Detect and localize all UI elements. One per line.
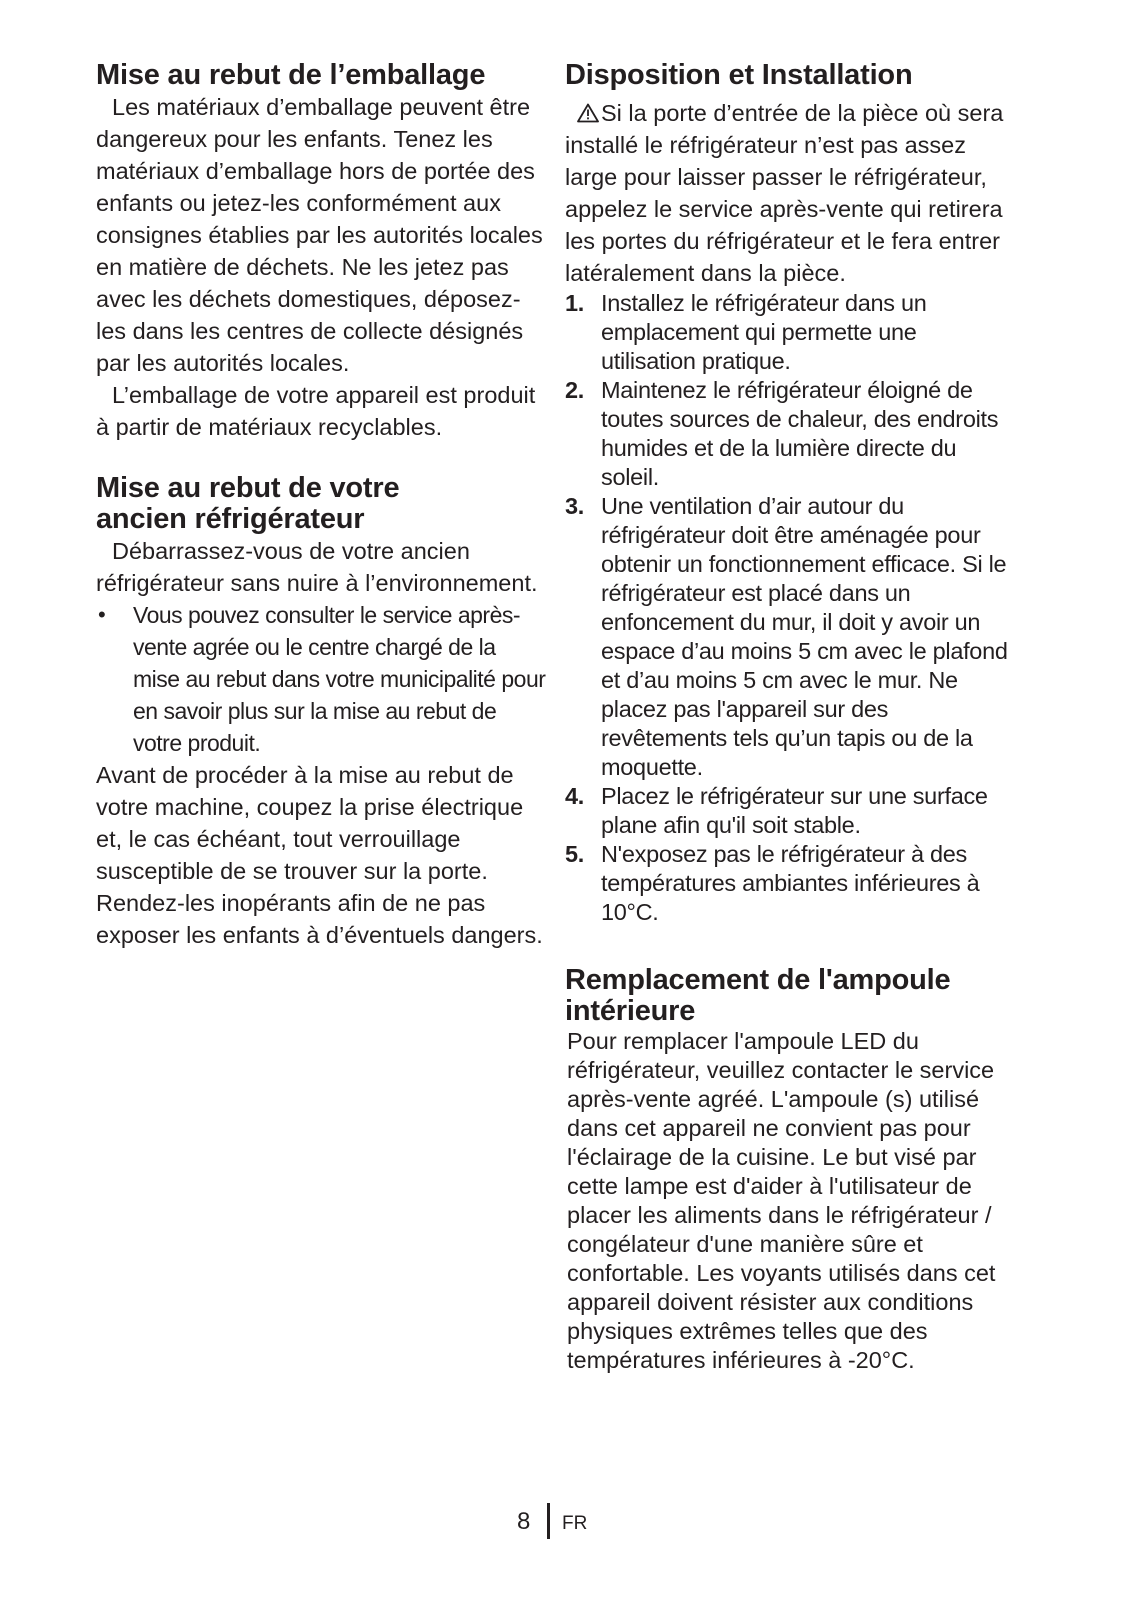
old-fridge-heading-line2: ancien réfrigérateur <box>96 503 365 535</box>
old-fridge-bullet-list <box>96 599 546 759</box>
footer-divider <box>547 1503 550 1539</box>
step-number: 2. <box>565 377 584 403</box>
step-number: 3. <box>565 493 584 519</box>
warning-triangle-icon <box>577 103 599 123</box>
list-item <box>96 599 546 759</box>
step-text: Installez le réfrigérateur dans un emplacement qui permette une utilisation pratique. <box>601 290 927 374</box>
installation-steps-list <box>565 289 1015 927</box>
list-item <box>565 289 1015 376</box>
bullet-icon: • <box>98 602 106 627</box>
step-number: 5. <box>565 841 584 867</box>
right-column <box>565 60 1015 1375</box>
old-fridge-safety-paragraph: Avant de procéder à la mise au rebut de votre machine, coupez la prise électrique et, le cas échéant, tout verrouillage susceptible de se trouver sur la porte. Rendez-les inopérants afin de ne pas exposer les enfants à d’éventuels dangers. <box>96 762 543 948</box>
installation-warning-paragraph <box>565 97 1015 289</box>
step-text: Placez le réfrigérateur sur une surface plane afin qu'il soit stable. <box>601 783 988 838</box>
old-fridge-disposal-section <box>96 473 546 951</box>
list-item <box>565 840 1015 927</box>
old-fridge-heading-line1: Mise au rebut de votre <box>96 472 400 504</box>
bulb-replacement-heading <box>565 965 1015 1027</box>
step-text: Maintenez le réfrigérateur éloigné de toutes sources de chaleur, des endroits humides et de la lumière directe du soleil. <box>601 377 999 490</box>
installation-warning-text: Si la porte d’entrée de la pièce où sera installé le réfrigérateur n’est pas assez large pour laisser passer le réfrigérateur, appelez le service après-vente qui retirera les portes du réfrigérateur et le fera entrer latéralement dans la pièce. <box>565 100 1004 286</box>
bulb-heading-line2: intérieure <box>565 995 696 1027</box>
page-footer <box>0 1503 1128 1543</box>
bulb-replacement-paragraph: Pour remplacer l'ampoule LED du réfrigérateur, veuillez contacter le service après-vente agréé. L'ampoule (s) utilisé dans cet appareil ne convient pas pour l'éclairage de la cuisine. Le but visé par cette lampe est d'aider à l'utilisateur de placer les aliments dans le réfrigérateur / congélateur d'une manière sûre et confortable. Les voyants utilisés dans cet appareil doivent résister aux conditions physiques extrêmes telles que des températures inférieures à -20°C. <box>567 1028 996 1373</box>
bulb-heading-line1: Remplacement de l'ampoule <box>565 964 951 996</box>
list-item <box>565 376 1015 492</box>
list-item <box>565 782 1015 840</box>
step-number: 1. <box>565 290 584 316</box>
packaging-disposal-heading: Mise au rebut de l’emballage <box>96 59 486 91</box>
packaging-recyclable-paragraph: L’emballage de votre appareil est produit à partir de matériaux recyclables. <box>96 382 536 440</box>
language-code: FR <box>562 1513 588 1534</box>
old-fridge-intro-paragraph: Débarrassez-vous de votre ancien réfrigérateur sans nuire à l’environnement. <box>96 538 538 596</box>
packaging-disposal-section <box>96 60 546 443</box>
step-number: 4. <box>565 783 584 809</box>
list-item <box>565 492 1015 782</box>
bulb-replacement-section <box>565 965 1015 1375</box>
list-item-text: Vous pouvez consulter le service après-vente agrée ou le centre chargé de la mise au rebut dans votre municipalité pour en savoir plus sur la mise au rebut de votre produit. <box>133 602 546 756</box>
packaging-disposal-paragraph: Les matériaux d’emballage peuvent être dangereux pour les enfants. Tenez les matériaux d’emballage hors de portée des enfants ou jetez-les conformément aux consignes établies par les autorités locales en matière de déchets. Ne les jetez pas avec les déchets domestiques, déposez-les dans les centres de collecte désignés par les autorités locales. <box>96 94 543 376</box>
installation-heading: Disposition et Installation <box>565 59 913 91</box>
step-text: Une ventilation d’air autour du réfrigérateur doit être aménagée pour obtenir un fonctionnement efficace. Si le réfrigérateur est placé dans un enfoncement du mur, il doit y avoir un espace d’au moins 5 cm avec le plafond et d’au moins 5 cm avec le mur. Ne placez pas l'appareil sur des revêtements tels qu’un tapis ou de la moquette. <box>601 493 1008 780</box>
old-fridge-disposal-heading <box>96 473 546 535</box>
page-number: 8 <box>517 1508 531 1535</box>
left-column <box>96 60 546 951</box>
step-text: N'exposez pas le réfrigérateur à des températures ambiantes inférieures à 10°C. <box>601 841 980 925</box>
installation-section <box>565 60 1015 927</box>
